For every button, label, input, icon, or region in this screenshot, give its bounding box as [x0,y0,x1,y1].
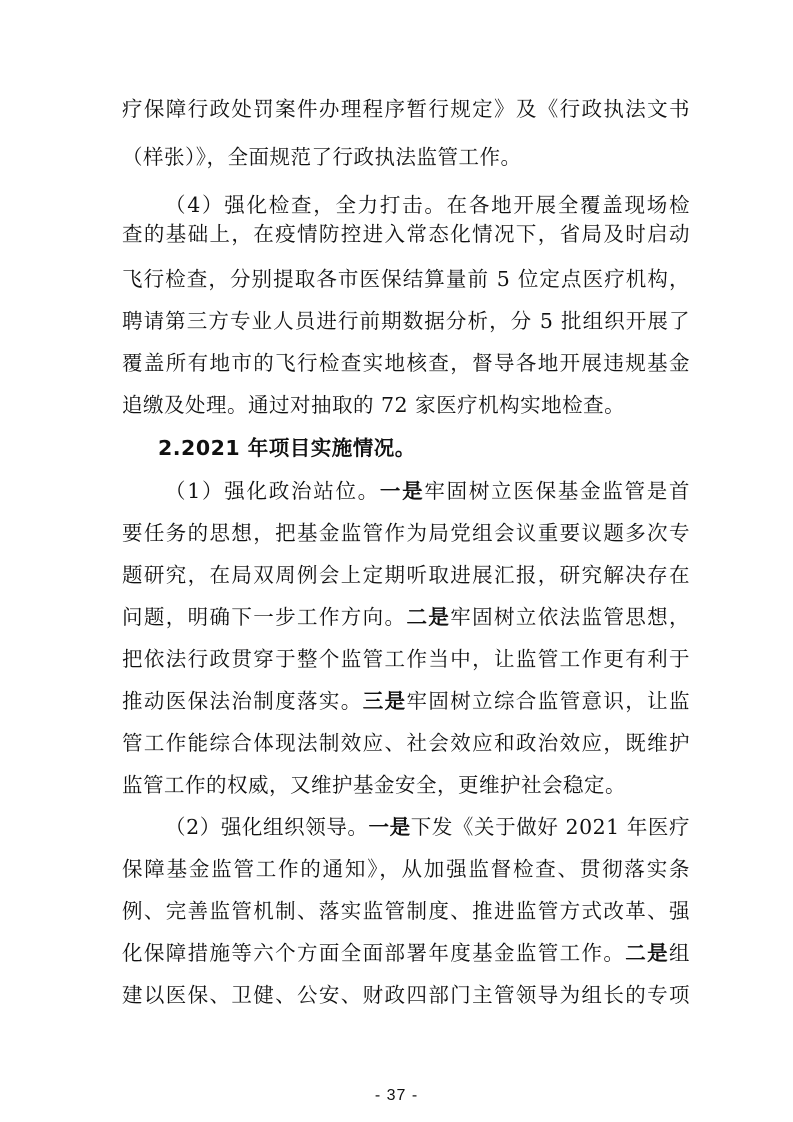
emphasis-text: 一是 [368,815,411,839]
text-run: 牢固树立综合监管意识，让监 [406,689,691,713]
text-line: 查的基础上，在疫情防控进入常态化情况下，省局及时启动 [122,222,690,246]
text-run: 问题，明确下一步工作方向。 [122,605,407,629]
text-run: （2）强化组织领导。 [165,815,369,839]
text-run: 牢固树立依法监管思想， [450,605,691,629]
text-run: 牢固树立医保基金监管是首 [424,479,691,503]
page-number: - 37 - [374,1087,419,1104]
text-line: 例、完善监管机制、落实监管制度、推进监管方式改革、强 [122,899,690,923]
text-line: （样张）》，全面规范了行政执法监管工作。 [122,145,522,169]
text-run: （1）强化政治站位。 [165,479,380,503]
text-line: 疗保障行政处罚案件办理程序暂行规定》及《行政执法文书 [122,97,690,121]
text-line: 要任务的思想，把基金监管作为局党组会议重要议题多次专 [122,521,690,545]
text-line: 覆盖所有地市的飞行检查实地核查，督导各地开展违规基金 [122,351,690,375]
text-line: 保障基金监管工作的通知》，从加强监督检查、贯彻落实条 [122,857,690,881]
text-line: 监管工作的权威，又维护基金安全，更维护社会稳定。 [122,773,626,797]
text-run: 化保障措施等六个方面全面部署年度基金监管工作。 [122,941,626,965]
text-line [122,604,690,630]
emphasis-text: 一是 [379,479,425,503]
emphasis-text: 三是 [362,689,407,713]
text-line: 把依法行政贯穿于整个监管工作当中，让监管工作更有利于 [122,647,690,671]
text-line: 聘请第三方专业人员进行前期数据分析，分 5 批组织开展了 [122,309,690,333]
text-line: 题研究，在局双周例会上定期听取进展汇报，研究解决存在 [122,563,690,587]
emphasis-text: 二是 [625,941,670,965]
text-run: 下发《关于做好 2021 年医疗 [410,815,691,839]
emphasis-text: 二是 [406,605,451,629]
text-line: 建以医保、卫健、公安、财政四部门主管领导为组长的专项 [122,983,690,1007]
text-line: 管工作能综合体现法制效应、社会效应和政治效应，既维护 [122,731,690,755]
text-line [165,478,690,504]
section-heading: 2.2021 年项目实施情况。 [158,436,416,460]
text-run: 推动医保法治制度落实。 [122,689,363,713]
text-line [122,940,690,966]
text-line: 追缴及处理。通过对抽取的 72 家医疗机构实地检查。 [122,393,626,417]
text-run: 组 [669,941,691,965]
text-line [122,688,690,714]
text-line: 飞行检查，分别提取各市医保结算量前 5 位定点医疗机构， [122,267,690,291]
text-line [165,814,690,840]
text-line: （4）强化检查，全力打击。在各地开展全覆盖现场检 [165,193,690,217]
